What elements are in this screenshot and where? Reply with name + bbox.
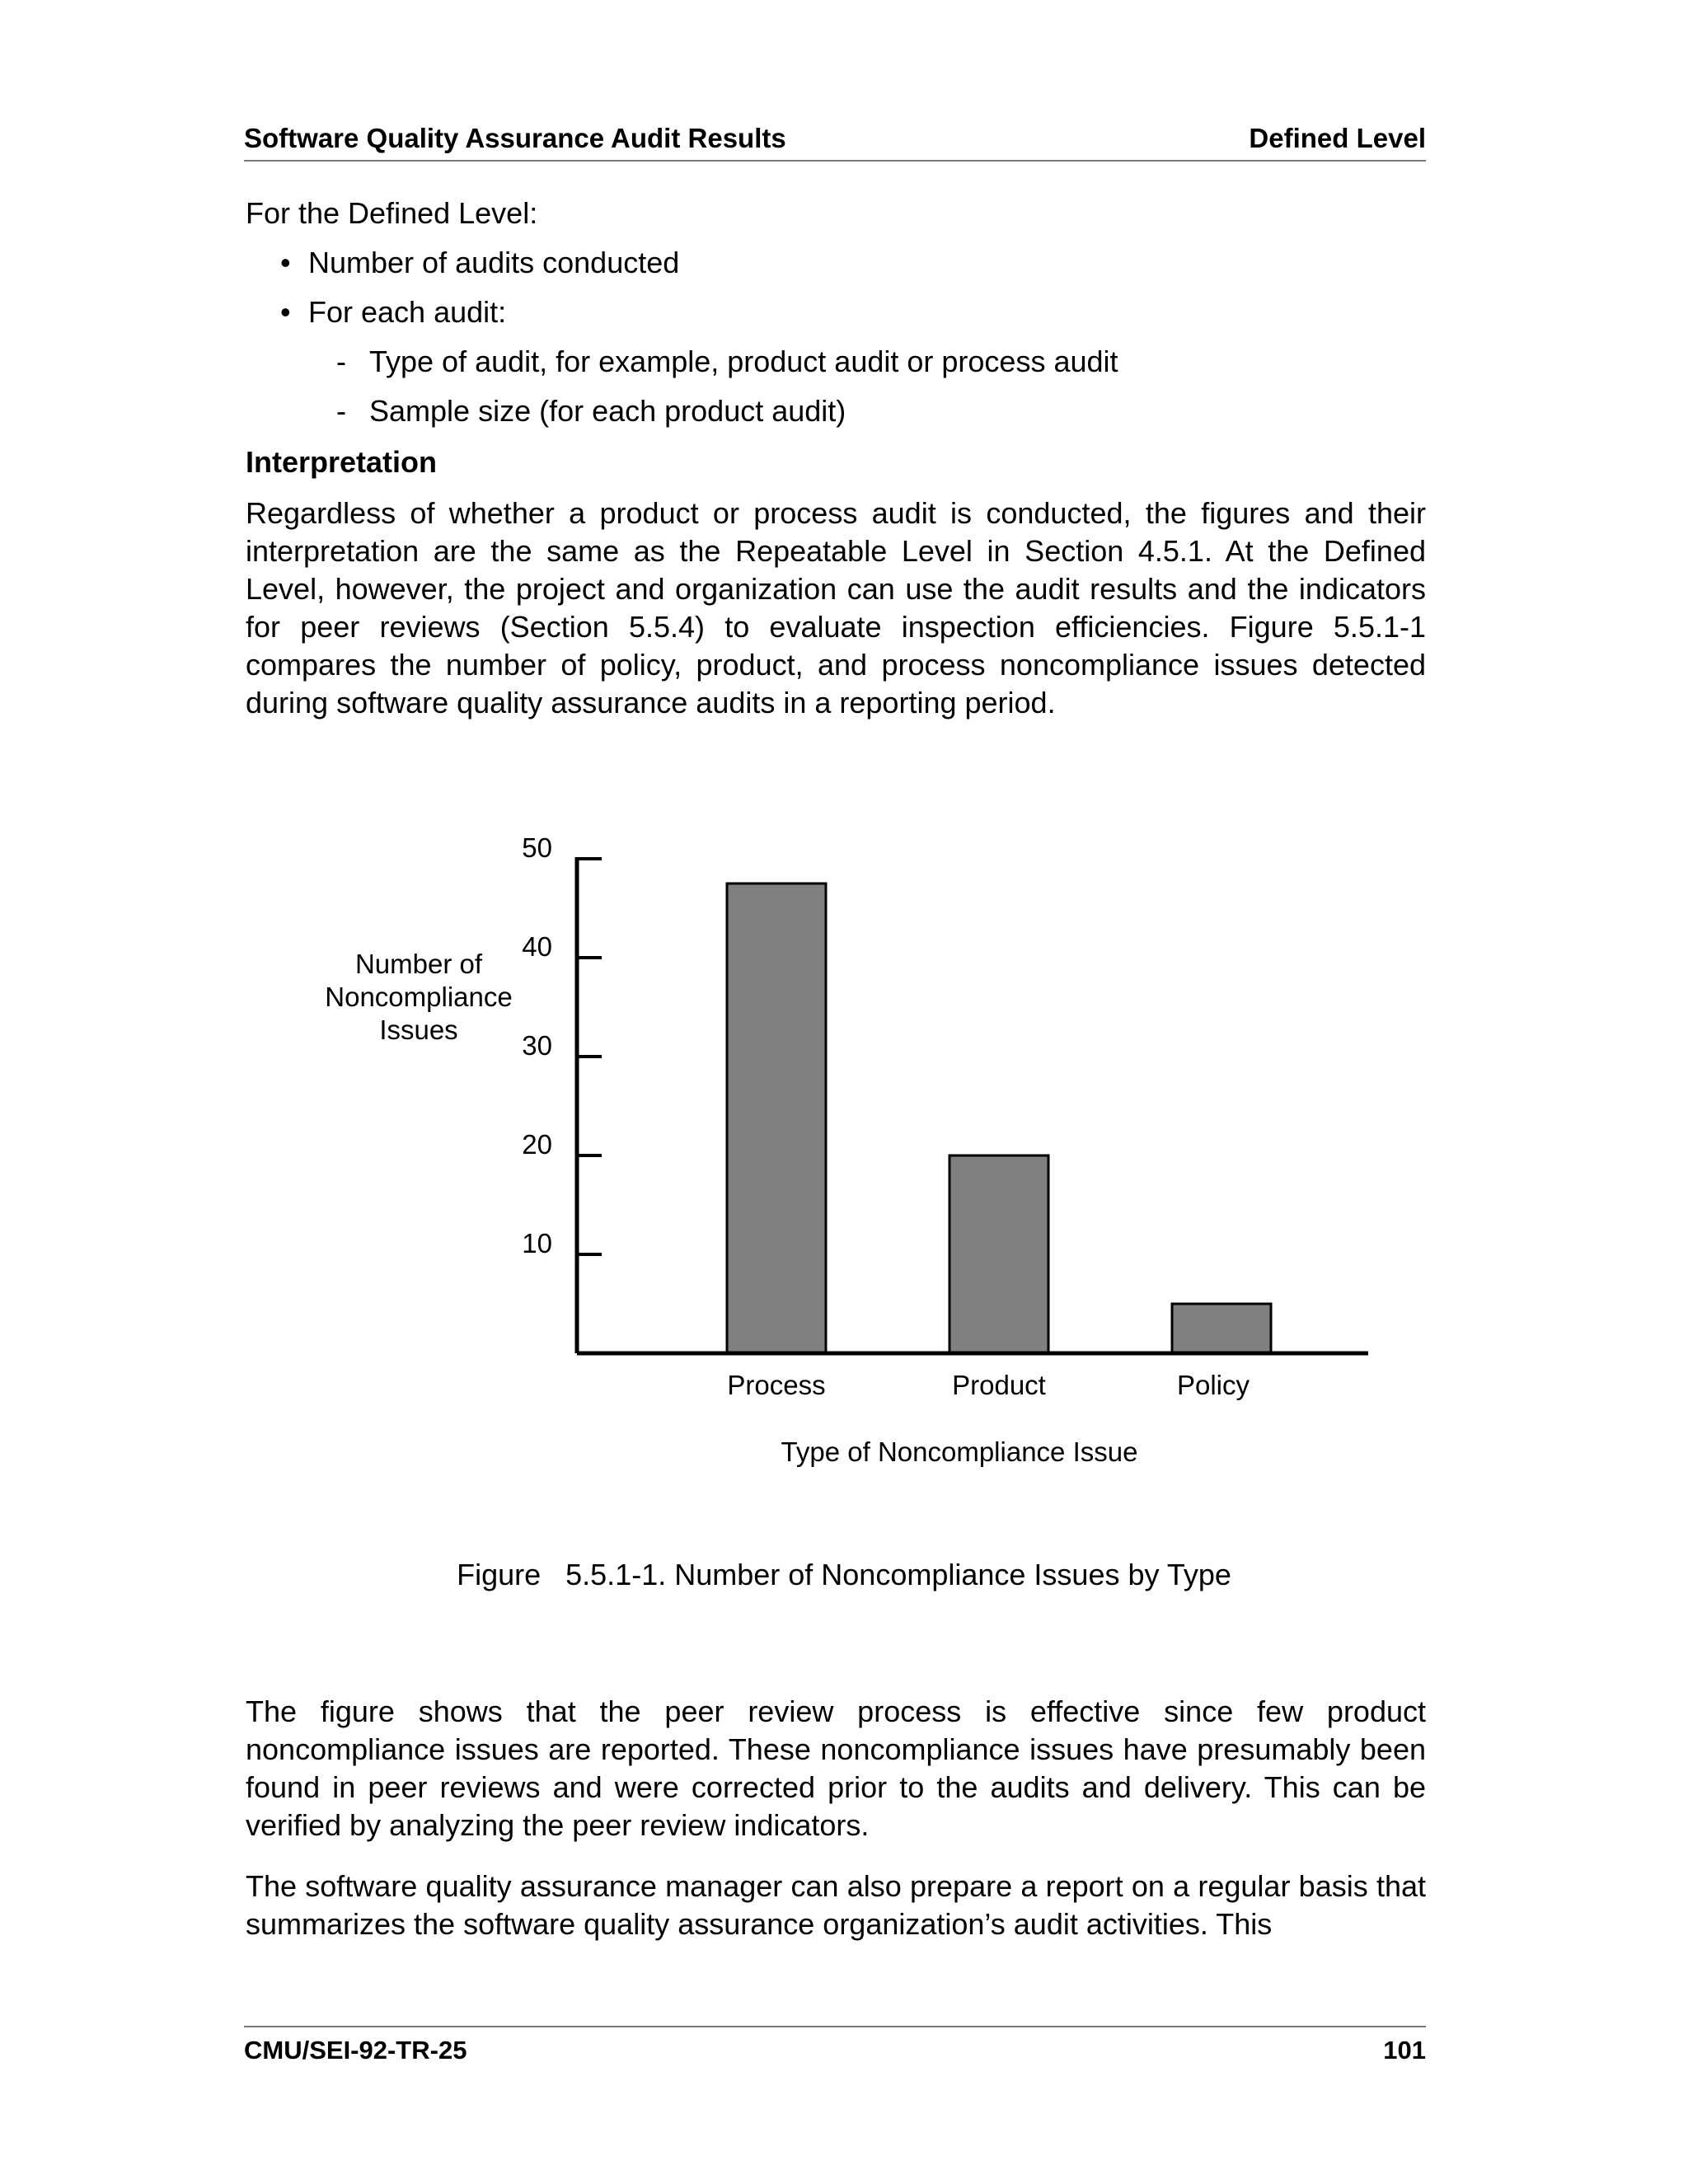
sub-list-item-text: Type of audit, for example, product audit or process audit bbox=[369, 344, 1118, 378]
bar-product bbox=[950, 1155, 1048, 1353]
list-item bbox=[280, 293, 1426, 430]
interpretation-paragraph: Regardless of whether a product or process audit is conducted, the figures and their interpretation are the same as the Repeatable Level in Section 4.5.1. At the Defined Level, however, the project and organization can use the audit results and the indicators for peer reviews (Section 5.5.4) to evaluate inspection efficiencies. Figure 5.5.1-1 compares the number of policy, product, and process noncompliance issues detected during software quality assurance audits in a reporting period. bbox=[246, 496, 1426, 719]
y-axis-label-line-2: Noncompliance bbox=[325, 982, 513, 1012]
y-tick-label: 50 bbox=[522, 832, 552, 863]
y-axis-label-line-1: Number of bbox=[354, 949, 483, 979]
header-level: Defined Level bbox=[1249, 123, 1426, 153]
header-title: Software Quality Assurance Audit Results bbox=[244, 123, 786, 153]
x-tick-label-process: Process bbox=[727, 1370, 826, 1400]
measure-list bbox=[246, 244, 1426, 430]
x-axis-label: Type of Noncompliance Issue bbox=[781, 1436, 1138, 1467]
x-tick-label-policy: Policy bbox=[1176, 1370, 1250, 1400]
closing-section bbox=[246, 1693, 1426, 1966]
interpretation-heading: Interpretation bbox=[246, 445, 438, 479]
list-item bbox=[280, 244, 1426, 282]
intro-section bbox=[246, 194, 1426, 733]
dash-icon: - bbox=[336, 344, 346, 378]
sub-list-item-text: Sample size (for each product audit) bbox=[369, 394, 846, 428]
intro-lead: For the Defined Level: bbox=[246, 196, 538, 230]
y-tick-label: 10 bbox=[522, 1228, 552, 1258]
sub-list-item bbox=[336, 343, 1426, 381]
figure-caption: Figure 5.5.1-1. Number of Noncompliance Issues by Type bbox=[457, 1558, 1231, 1591]
bar-process bbox=[727, 883, 826, 1353]
page-footer bbox=[244, 2026, 1426, 2067]
bullet-icon: • bbox=[280, 295, 291, 329]
list-item-text: For each audit: bbox=[308, 295, 507, 329]
bars bbox=[727, 883, 1271, 1353]
y-axis-label-line-3: Issues bbox=[379, 1015, 458, 1045]
footer-report-id: CMU/SEI-92-TR-25 bbox=[244, 2036, 467, 2064]
y-tick-label: 20 bbox=[522, 1129, 552, 1160]
y-ticks bbox=[522, 832, 602, 1258]
y-tick-label: 40 bbox=[522, 931, 552, 962]
page-header bbox=[244, 122, 1426, 162]
sub-list bbox=[308, 343, 1426, 430]
x-tick-labels bbox=[727, 1370, 1250, 1400]
bar-chart bbox=[0, 808, 1688, 1500]
list-item-text: Number of audits conducted bbox=[308, 246, 680, 279]
page-number: 101 bbox=[1383, 2036, 1426, 2064]
dash-icon: - bbox=[336, 394, 346, 428]
x-tick-label-product: Product bbox=[952, 1370, 1046, 1400]
y-tick-label: 30 bbox=[522, 1030, 552, 1061]
figure-chart bbox=[0, 808, 1688, 1500]
sub-list-item bbox=[336, 392, 1426, 430]
bullet-icon: • bbox=[280, 246, 291, 279]
closing-paragraph-2: The software quality assurance manager can also prepare a report on a regular basis that summarizes the software quality assurance organization’s audit activities. This bbox=[246, 1869, 1426, 1941]
bar-policy bbox=[1172, 1304, 1271, 1353]
closing-paragraph-1: The figure shows that the peer review process is effective since few product noncompliance issues are reported. These noncompliance issues have presumably been found in peer reviews and were corrected prior to the audits and delivery. This can be verified by analyzing the peer review indicators. bbox=[246, 1694, 1426, 1842]
